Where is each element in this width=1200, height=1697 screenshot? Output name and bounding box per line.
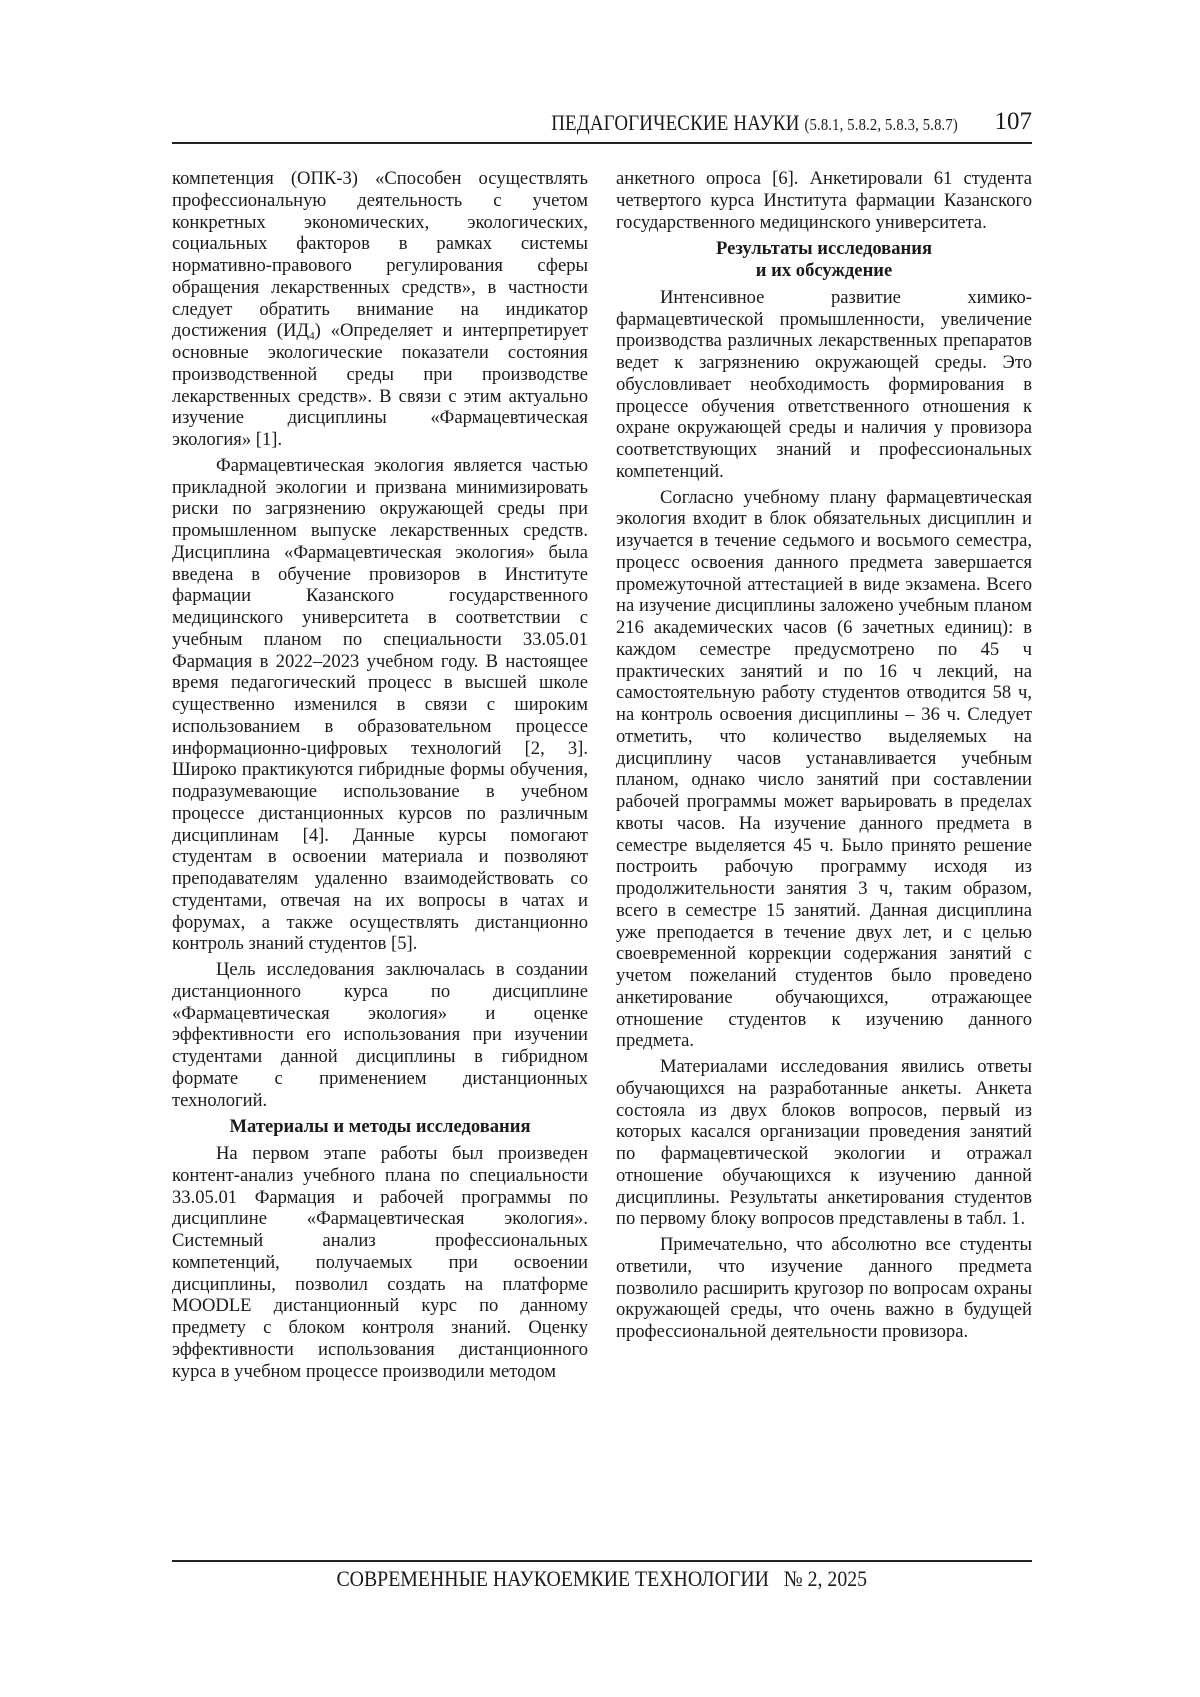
running-footer	[172, 1560, 1032, 1592]
paragraph-industry-development: Интенсивное развитие химико-фармацевтической промышленности, увеличение производства различных лекарственных препаратов ведет к загрязнению окружающей среды. Это обусловливает необходимость формирования в процессе обучения ответственного отношения к охране окружающей среды и наличия у провизора соответствующих знаний и профессиональных компетенций.	[616, 286, 1032, 482]
section-codes: (5.8.1, 5.8.2, 5.8.3, 5.8.7)	[804, 115, 958, 134]
paragraph-opk3	[172, 168, 588, 451]
heading-results	[616, 238, 1032, 282]
paragraph-curriculum: Согласно учебному плану фармацевтическая экология входит в блок обязательных дисциплин и изучается в течение седьмого и восьмого семестра, процесс освоения данного предмета завершается промежуточной аттестацией в виде экзамена. Всего на изучение дисциплины заложено учебным планом 216 академических часов (6 зачетных единиц): в каждом семестре предусмотрено по 45 ч практических занятий и по 16 ч лекций, на самостоятельную работу студентов отводится 58 ч, на контроль освоения дисциплины – 36 ч. Следует отметить, что количество выделяемых на дисциплину часов устанавливается учебным планом, однако число занятий при составлении рабочей программы может варьировать в пределах квоты часов. На изучение данного предмета в семестре выделяется 45 ч. Было принято решение построить рабочую программу исходя из продолжительности занятия 3 ч, таким образом, всего в семестре 15 занятий. Данная дисциплина уже преподается в течение двух лет, и с целью своевременной коррекции содержания занятий с учетом пожеланий студентов было проведено анкетирование обучающихся, отражающее отношение студентов к изучению данного предмета.	[616, 486, 1032, 1052]
running-header	[172, 108, 1032, 144]
heading-results-line1: Результаты исследования	[715, 238, 933, 260]
issue-number: № 2, 2025	[784, 1566, 868, 1591]
paragraph-first-stage: На первом этапе работы был произведен контент-анализ учебного плана по специальности 33.05.01 Фармация и рабочей программы по дисциплине «Фармацевтическая экология». Системный анализ профессиональных компетенций, получаемых при освоении дисциплины, позволил создать на платформе MOODLE дистанционный курс по данному предмету с блоком контроля знаний. Оценку эффективности использования дистанционного курса в учебном процессе производили методом	[172, 1143, 588, 1382]
heading-results-line2: и их обсуждение	[755, 260, 893, 281]
paragraph-materials: Материалами исследования явились ответы обучающихся на разработанные анкеты. Анкета состояла из двух блоков вопросов, первый из которых касался организации проведения занятий по фармацевтической экологии и отражал отношение обучающихся к изучению данной дисциплины. Результаты анкетирования студентов по первому блоку вопросов представлены в табл. 1.	[616, 1056, 1032, 1230]
page-number: 107	[994, 108, 1032, 135]
right-column	[616, 168, 1032, 1343]
paragraph-survey: анкетного опроса [6]. Анкетировали 61 студента четвертого курса Института фармации Казанского государственного медицинского университета.	[616, 168, 1032, 233]
journal-title: СОВРЕМЕННЫЕ НАУКОЕМКИЕ ТЕХНОЛОГИИ	[336, 1566, 770, 1591]
paragraph-text: компетенция (ОПК-3) «Способен осуществлять профессиональную деятельность с учетом конкретных экономических, экологических, социальных факторов в рамках системы нормативно-правового регулирования сферы обращения лекарственных средств», в частности следует обратить внимание на индикатор достижения (ИД	[172, 168, 588, 342]
paragraph-notably: Примечательно, что абсолютно все студенты ответили, что изучение данного предмета позволило расширить кругозор по вопросам охраны окружающей среды, что очень важно в будущей профессиональной деятельности провизора.	[616, 1234, 1032, 1342]
left-column	[172, 168, 588, 1382]
subscript: 4	[309, 330, 315, 343]
paragraph-text: ) «Определяет и интерпретирует основные экологические показатели состояния производственной среды при производстве лекарственных средств». В связи с этим актуально изучение дисциплины «Фармацевтическая экология» [1].	[172, 320, 588, 450]
heading-methods: Материалы и методы исследования	[229, 1116, 531, 1138]
section-title	[551, 110, 958, 136]
paragraph-research-goal: Цель исследования заключалась в создании дистанционного курса по дисциплине «Фармацевтическая экология» и оценке эффективности его использования при изучении студентами данной дисциплины в гибридном формате с применением дистанционных технологий.	[172, 959, 588, 1111]
footer-text	[337, 1566, 868, 1592]
section-title-text: ПЕДАГОГИЧЕСКИЕ НАУКИ	[551, 110, 800, 135]
paragraph-pharm-ecology: Фармацевтическая экология является частью прикладной экологии и призвана минимизировать риски по загрязнению окружающей среды при промышленном выпуске лекарственных средств. Дисциплина «Фармацевтическая экология» была введена в обучение провизоров в Институте фармации Казанского государственного медицинского университета в соответствии с учебным планом по специальности 33.05.01 Фармация в 2022–2023 учебном году. В настоящее время педагогический процесс в высшей школе существенно изменился в связи с широким использованием в образовательном процессе информационно-цифровых технологий [2, 3]. Широко практикуются гибридные формы обучения, подразумевающие использование в учебном процессе дистанционных курсов по различным дисциплинам [4]. Данные курсы помогают студентам в освоении материала и позволяют преподавателям удаленно взаимодействовать со студентами, отвечая на их вопросы в чатах и форумах, а также осуществлять дистанционно контроль знаний студентов [5].	[172, 454, 588, 955]
